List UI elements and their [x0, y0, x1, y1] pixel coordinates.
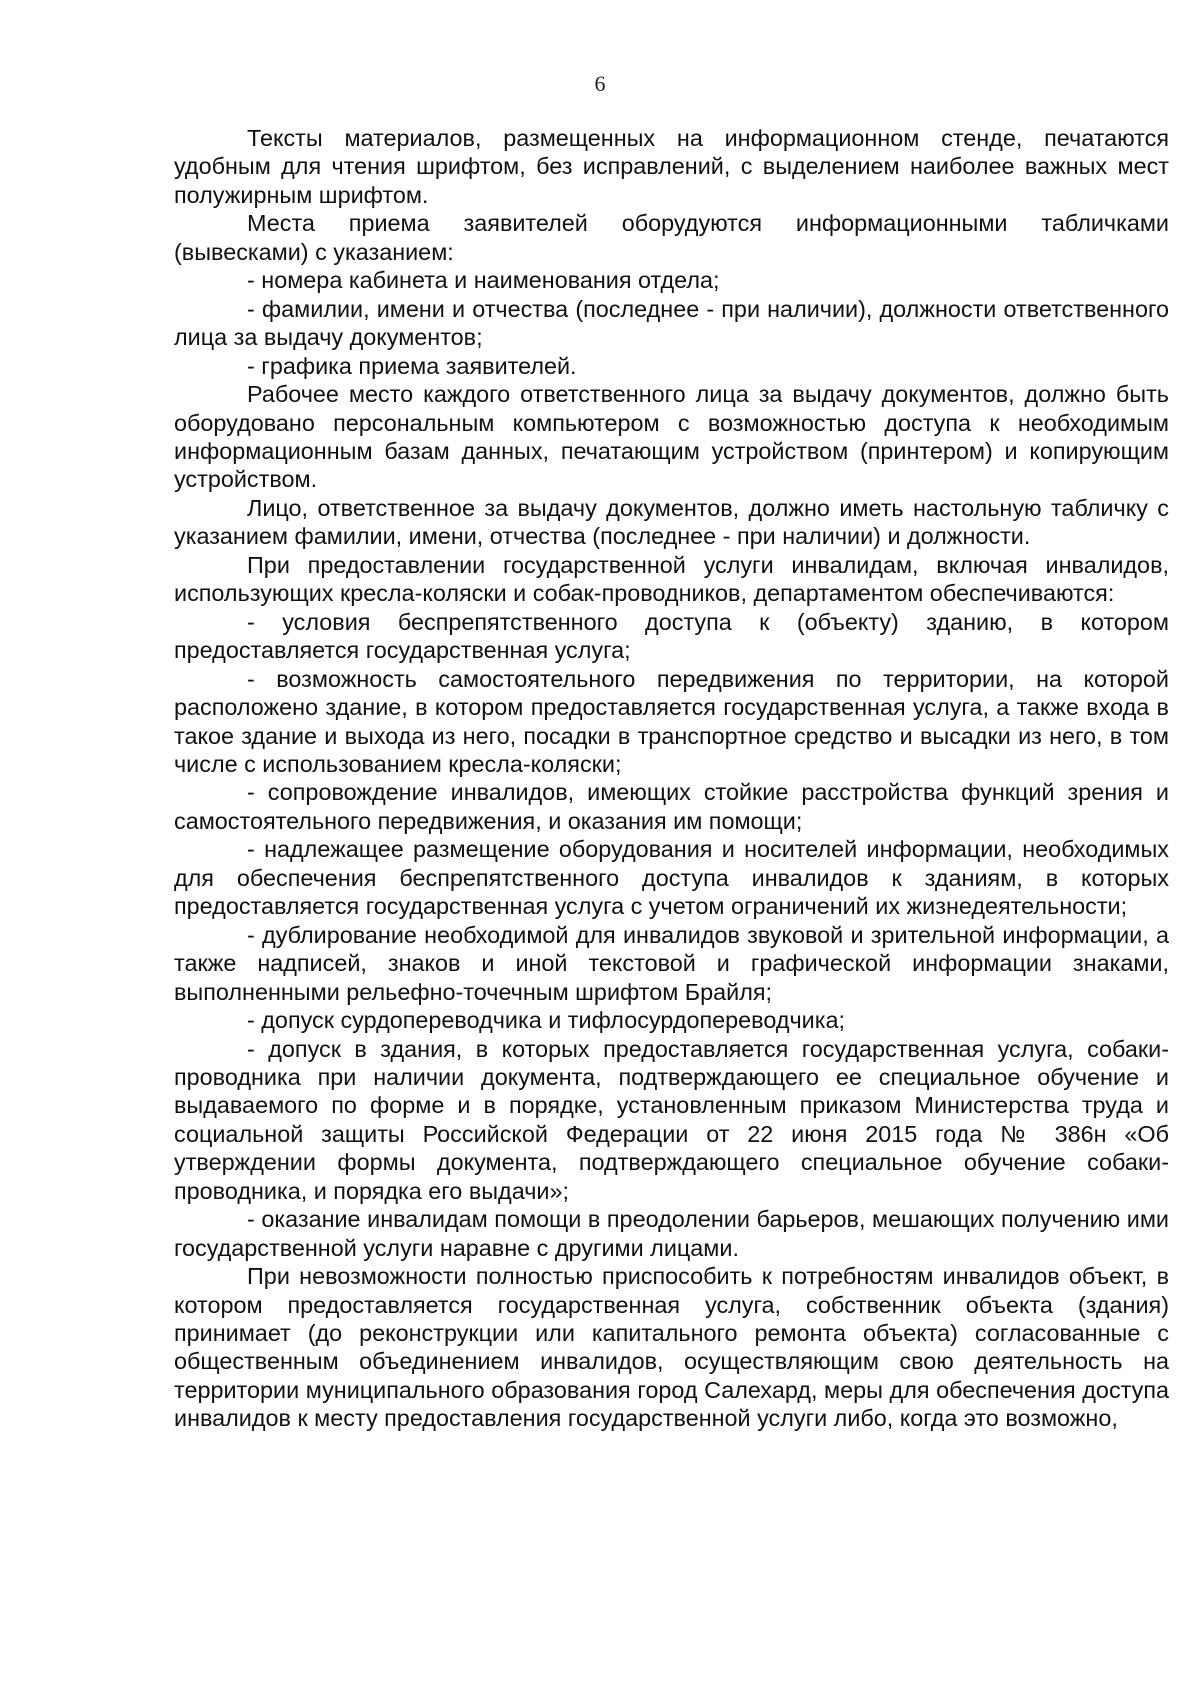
list-item: - сопровождение инвалидов, имеющих стойкие расстройства функций зрения и самостоятельного передвижения, и оказания им помощи;	[174, 779, 1169, 834]
paragraph: Места приема заявителей оборудуются информационными табличками (вывесками) с указанием:	[174, 210, 1169, 265]
page-number: 6	[594, 71, 606, 96]
list-item: - надлежащее размещение оборудования и носителей информации, необходимых для обеспечения беспрепятственного доступа инвалидов к зданиям, в которых предоставляется государственная услуга с учетом ограничений их жизнедеятельности;	[174, 836, 1169, 920]
paragraph: Тексты материалов, размещенных на информационном стенде, печатаются удобным для чтения шрифтом, без исправлений, с выделением наиболее важных мест полужирным шрифтом.	[174, 125, 1169, 208]
document-body	[174, 124, 1169, 1433]
list-item: - условия беспрепятственного доступа к (объекту) зданию, в котором предоставляется государственная услуга;	[174, 608, 1169, 664]
paragraph: Лицо, ответственное за выдачу документов, должно иметь настольную табличку с указанием фамилии, имени, отчества (последнее - при наличии) и должности.	[174, 494, 1169, 550]
list-item: - допуск сурдопереводчика и тифлосурдопереводчика;	[247, 1007, 845, 1034]
list-item: - номера кабинета и наименования отдела;	[247, 267, 720, 294]
paragraph: Рабочее место каждого ответственного лица за выдачу документов, должно быть оборудовано персональным компьютером с возможностью доступа к необходимым информационным базам данных, печатающим устройством (принтером) и копирующим устройством.	[174, 381, 1169, 493]
list-item: - возможность самостоятельного передвижения по территории, на которой расположено здание, в котором предоставляется государственная услуга, а также входа в такое здание и выхода из него, посадки в транспортное средство и высадки из него, в том числе с использованием кресла-коляски;	[174, 665, 1169, 777]
paragraph: При предоставлении государственной услуги инвалидам, включая инвалидов, использующих кресла-коляски и собак-проводников, департаментом обеспечиваются:	[174, 551, 1169, 607]
list-item: - графика приема заявителей.	[247, 352, 577, 379]
paragraph: При невозможности полностью приспособить к потребностям инвалидов объект, в котором предоставляется государственная услуга, собственник объекта (здания) принимает (до реконструкции или капитального ремонта объекта) согласованные с общественным объединением инвалидов, осуществляющим свою деятельность на территории муниципального образования город Салехард, меры для обеспечения доступа инвалидов к месту предоставления государственной услуги либо, когда это возможно,	[174, 1263, 1169, 1432]
list-item: - фамилии, имени и отчества (последнее - при наличии), должности ответственного лица за выдачу документов;	[174, 295, 1169, 351]
list-item: - допуск в здания, в которых предоставляется государственная услуга, собаки-проводника при наличии документа, подтверждающего ее специальное обучение и выдаваемого по форме и в порядке, установленным приказом Министерства труда и социальной защиты Российской Федерации от 22 июня 2015 года № 386н «Об утверждении формы документа, подтверждающего специальное обучение собаки-проводника, и порядка его выдачи»;	[174, 1035, 1169, 1204]
list-item: - дублирование необходимой для инвалидов звуковой и зрительной информации, а также надписей, знаков и иной текстовой и графической информации знаками, выполненными рельефно-точечным шрифтом Брайля;	[174, 921, 1169, 1005]
list-item: - оказание инвалидам помощи в преодолении барьеров, мешающих получению ими государственной услуги наравне с другими лицами.	[174, 1206, 1169, 1261]
